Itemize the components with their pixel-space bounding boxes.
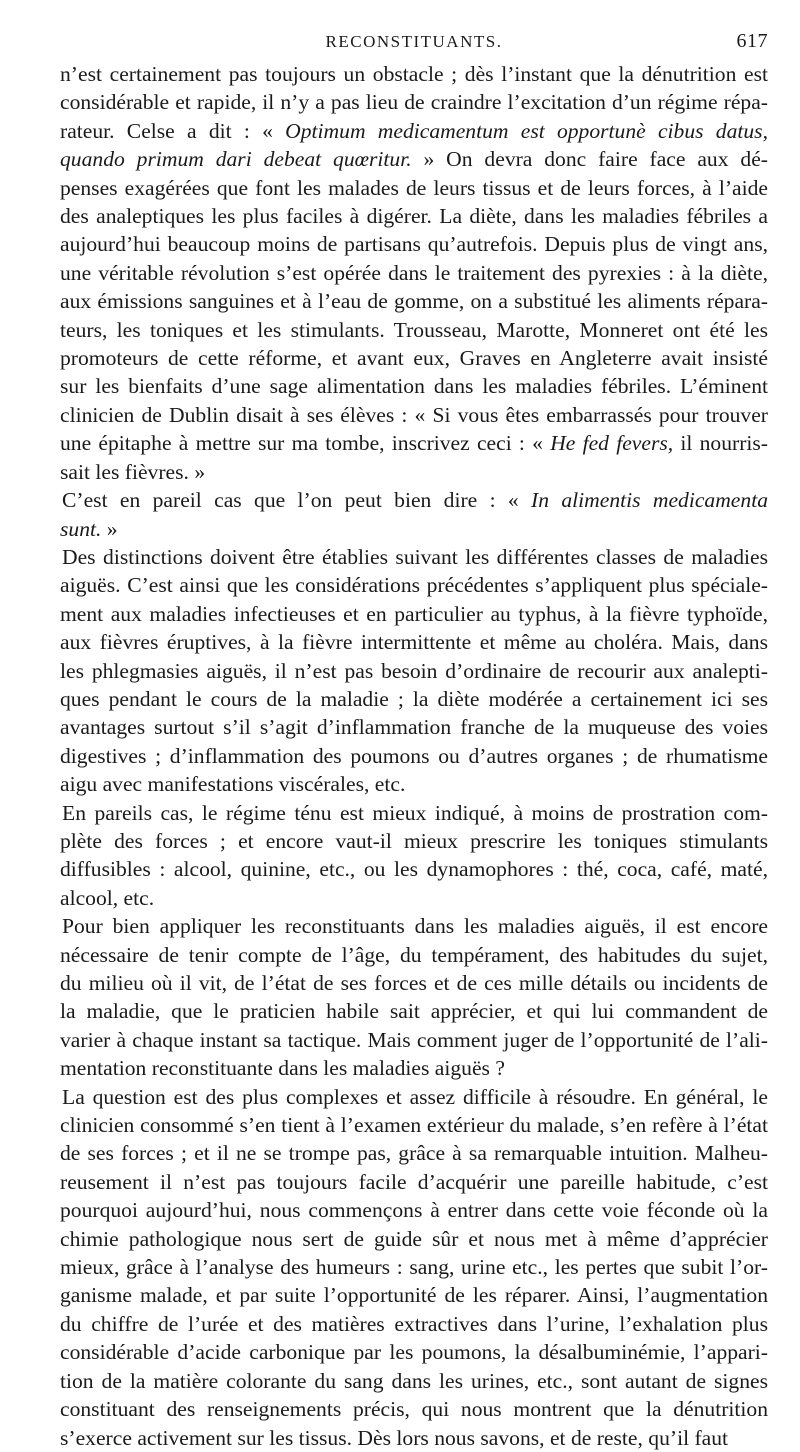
- paragraph: [60, 486, 768, 543]
- text-line: des analeptiques les plus faciles à digérer. La diète, dans les maladies fébriles a: [60, 204, 768, 229]
- text-line: les phlegmasies aiguës, il n’est pas besoin d’ordinaire de recourir aux analepti-: [60, 658, 768, 683]
- running-header: [60, 26, 768, 60]
- text-line: reusement il n’est pas toujours facile d’acquérir une pareille habitude, c’est: [60, 1169, 768, 1194]
- text-line: aujourd’hui beaucoup moins de partisans qu’autrefois. Depuis plus de vingt ans,: [60, 232, 768, 257]
- running-title: RECONSTITUANTS.: [325, 32, 503, 51]
- text-line: penses exagérées que font les malades de leurs tissus et de leurs forces, à l’aide: [60, 175, 768, 200]
- text-line: ment aux maladies infectieuses et en particulier au typhus, à la fièvre typhoïde,: [60, 601, 768, 626]
- text-line: digestives ; d’inflammation des poumons ou d’autres organes ; de rhumatisme: [60, 743, 768, 768]
- text-line: aigu avec manifestations viscérales, etc.: [60, 772, 406, 797]
- text-line: quando primum dari debeat quœritur. » On devra donc faire face aux dé-: [60, 147, 768, 172]
- text-line: clinicien de Dublin disait à ses élèves : « Si vous êtes embarrassés pour trouver: [60, 402, 768, 427]
- text-line: Des distinctions doivent être établies suivant les différentes classes de maladies: [62, 544, 768, 569]
- text-line: teurs, les toniques et les stimulants. Trousseau, Marotte, Monneret ont été les: [60, 317, 768, 342]
- text-line: du milieu où il vit, de l’état de ses forces et de ces mille détails ou incidents de: [60, 971, 768, 995]
- paragraph: [60, 60, 768, 486]
- text-line: ganisme malade, et par suite l’opportunité de les réparer. Ainsi, l’augmentation: [60, 1283, 768, 1308]
- text-line: promoteurs de cette réforme, et avant eux, Graves en Angleterre avait insisté: [60, 346, 768, 371]
- text-line: avantages surtout s’il s’agit d’inflammation franche de la muqueuse des voies: [60, 715, 768, 740]
- text-line: clinicien consommé s’en tient à l’examen extérieur du malade, s’en refère à l’état: [60, 1113, 768, 1138]
- text-line: rateur. Celse a dit : « Optimum medicamentum est opportunè cibus datus,: [60, 118, 768, 143]
- text-line: En pareils cas, le régime ténu est mieux indiqué, à moins de prostration com-: [62, 800, 768, 825]
- text-line: diffusibles : alcool, quinine, etc., ou les dynamophores : thé, coca, café, maté,: [60, 857, 768, 882]
- text-line: une épitaphe à mettre sur ma tombe, inscrivez ceci : « He fed fevers, il nourris-: [60, 431, 768, 456]
- paragraph: [60, 912, 768, 1082]
- text-line: C’est en pareil cas que l’on peut bien dire : « In alimentis medicamenta: [62, 488, 768, 513]
- body-text: [60, 60, 768, 1452]
- text-line: pourquoi aujourd’hui, nous commençons à entrer dans cette voie féconde où la: [60, 1198, 768, 1223]
- paragraph: [60, 1083, 768, 1452]
- text-line: Pour bien appliquer les reconstituants dans les maladies aiguës, il est encore: [62, 914, 768, 939]
- text-line: aux émissions sanguines et à l’eau de gomme, on a substitué les aliments répara-: [60, 289, 768, 314]
- text-line: considérable d’acide carbonique par les poumons, la désalbuminémie, l’appari-: [60, 1340, 768, 1365]
- text-line: n’est certainement pas toujours un obstacle ; dès l’instant que la dénutrition est: [60, 62, 768, 86]
- text-line: la maladie, que le praticien habile sait apprécier, et qui lui commandent de: [60, 999, 768, 1024]
- text-line: sunt. »: [60, 516, 118, 541]
- page-number: 617: [736, 30, 768, 52]
- text-line: chimie pathologique nous sert de guide sûr et nous met à même d’apprécier: [60, 1226, 768, 1251]
- text-line: considérable et rapide, il n’y a pas lieu de craindre l’excitation d’un régime répa-: [60, 90, 768, 115]
- text-line: mentation reconstituante dans les maladies aiguës ?: [60, 1056, 505, 1081]
- text-line: tion de la matière colorante du sang dans les urines, etc., sont autant de signes: [60, 1368, 768, 1393]
- text-line: du chiffre de l’urée et des matières extractives dans l’urine, l’exhalation plus: [60, 1311, 768, 1336]
- text-line: plète des forces ; et encore vaut-il mieux prescrire les toniques stimulants: [60, 828, 768, 853]
- text-line: constituant des renseignements précis, qui nous montrent que la dénutrition: [60, 1397, 768, 1422]
- text-line: de ses forces ; et il ne se trompe pas, grâce à sa remarquable intuition. Malheu-: [60, 1141, 768, 1166]
- text-line: La question est des plus complexes et assez difficile à résoudre. En général, le: [62, 1084, 768, 1109]
- text-line: sur les bienfaits d’une sage alimentation dans les maladies fébriles. L’éminent: [60, 374, 768, 399]
- book-page: [60, 26, 768, 1452]
- text-line: mieux, grâce à l’analyse des humeurs : sang, urine etc., les pertes que subit l’or-: [60, 1255, 768, 1280]
- text-line: aiguës. C’est ainsi que les considérations précédentes s’appliquent plus spéciale-: [60, 573, 768, 598]
- text-line: sait les fièvres. »: [60, 459, 206, 484]
- text-line: une véritable révolution s’est opérée dans le traitement des pyrexies : à la diète,: [60, 260, 768, 285]
- text-line: nécessaire de tenir compte de l’âge, du tempérament, des habitudes du sujet,: [60, 942, 768, 967]
- text-line: s’exerce activement sur les tissus. Dès lors nous savons, et de reste, qu’il faut: [60, 1425, 729, 1450]
- text-line: alcool, etc.: [60, 885, 155, 910]
- text-line: ques pendant le cours de la maladie ; la diète modérée a certainement ici ses: [60, 686, 768, 711]
- paragraph: [60, 543, 768, 799]
- paragraph: [60, 799, 768, 913]
- text-line: aux fièvres éruptives, à la fièvre intermittente et même au choléra. Mais, dans: [60, 630, 768, 655]
- text-line: varier à chaque instant sa tactique. Mais comment juger de l’opportunité de l’ali-: [60, 1027, 768, 1052]
